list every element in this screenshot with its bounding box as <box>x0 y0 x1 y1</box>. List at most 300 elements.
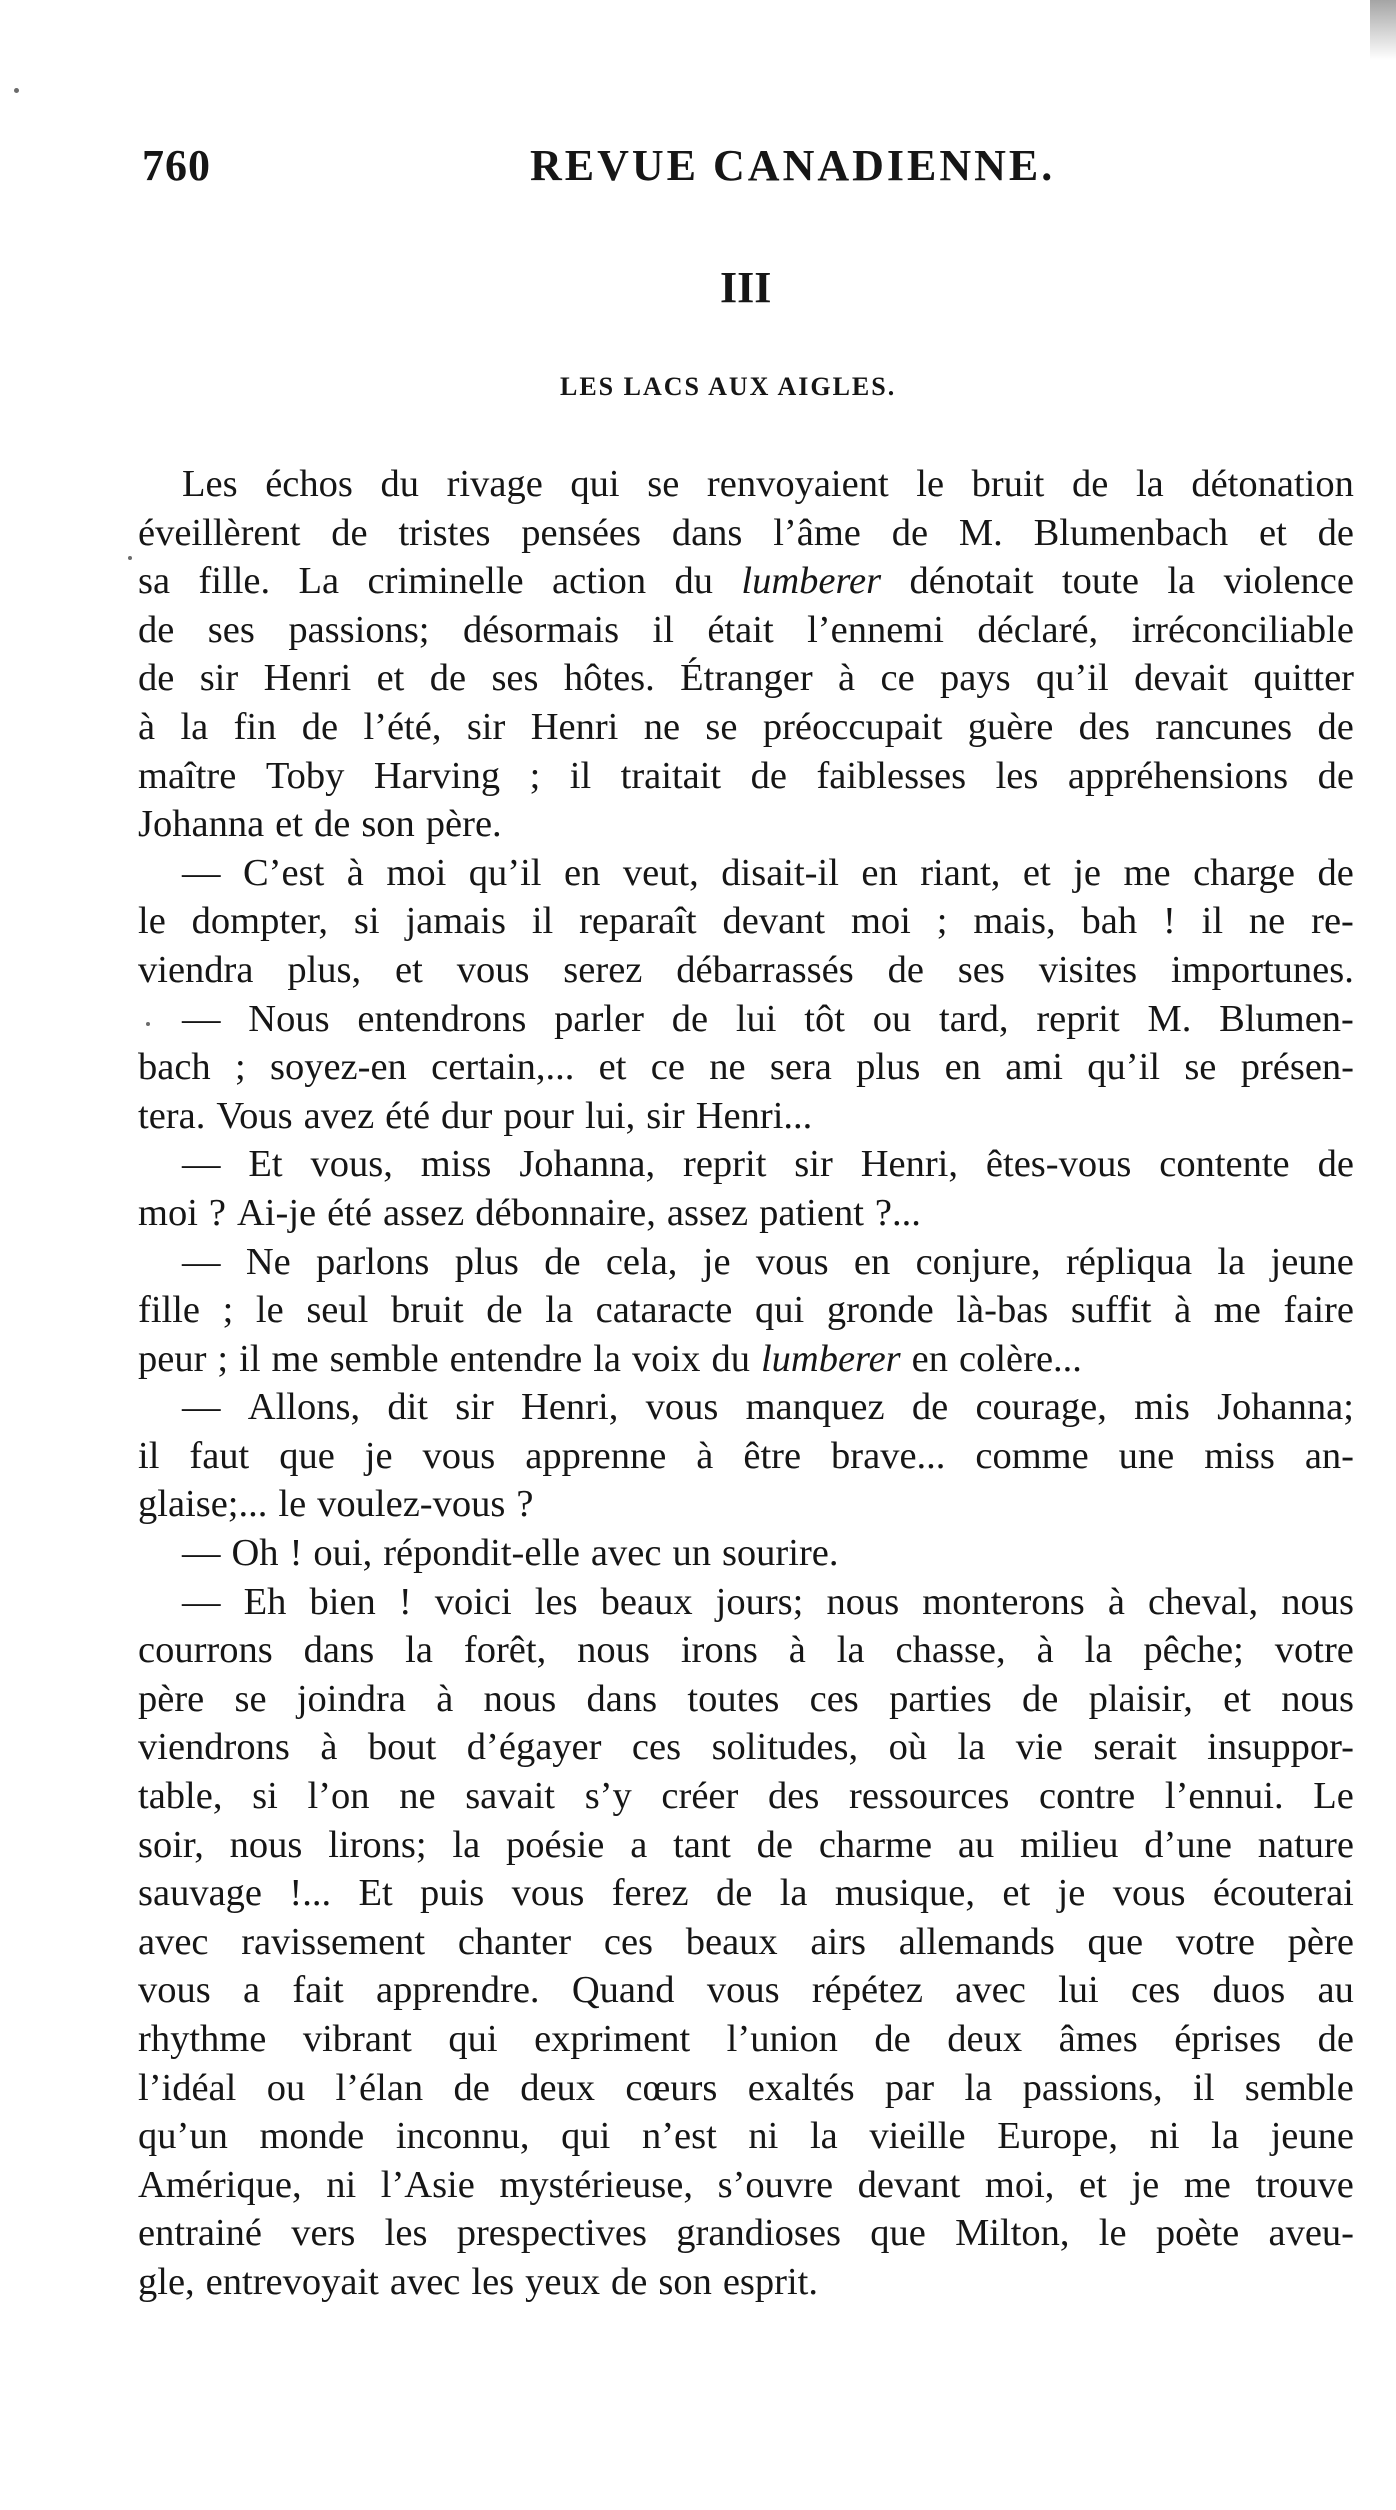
word: criminelle <box>367 560 524 603</box>
word: que <box>279 1434 335 1477</box>
word: et <box>395 948 423 991</box>
word: répétez <box>811 1969 923 2012</box>
word: ni <box>748 2115 779 2158</box>
text-line <box>138 2015 1354 2064</box>
word: les <box>995 754 1039 797</box>
word: des <box>1078 705 1130 748</box>
word: grandioses <box>676 2212 841 2255</box>
word: an- <box>1304 1434 1354 1477</box>
word: rhythme <box>138 2018 267 2060</box>
word: savait <box>465 1775 556 1818</box>
word: qu’un <box>138 2115 228 2158</box>
word: et <box>1022 851 1051 894</box>
text-line <box>138 946 1354 995</box>
word: devant <box>722 900 826 943</box>
word: la <box>957 1726 986 1769</box>
word: beaux <box>600 1580 693 1623</box>
word: il <box>569 754 592 797</box>
word: oui, <box>313 1532 373 1575</box>
word: ou <box>872 997 912 1040</box>
word: miss <box>1204 1434 1275 1477</box>
word: la <box>1084 1629 1113 1672</box>
word: violence <box>1223 560 1354 603</box>
word: me <box>1183 2163 1231 2206</box>
word: à <box>1036 1629 1054 1672</box>
word: de <box>891 511 929 554</box>
word: a <box>630 1823 648 1866</box>
word: l’Asie <box>380 2163 475 2206</box>
word: quitter <box>1253 657 1354 700</box>
word: serait <box>1093 1726 1177 1769</box>
word: — <box>182 1532 221 1575</box>
word: de <box>1071 463 1109 505</box>
word: plus, <box>287 948 362 991</box>
word: à <box>138 705 156 748</box>
text-line <box>138 1383 1354 1432</box>
word: l’ennemi <box>807 608 944 651</box>
word: du <box>380 463 419 505</box>
word: la <box>964 2066 993 2109</box>
text-line <box>138 1189 1354 1238</box>
word: de <box>874 2018 911 2060</box>
word: la <box>593 1337 621 1380</box>
word: nature <box>1257 1823 1354 1866</box>
text-line <box>138 1772 1354 1821</box>
word: re- <box>1311 900 1354 943</box>
word: a <box>243 1969 261 2012</box>
word: un <box>672 1532 711 1575</box>
word: il <box>138 1434 160 1477</box>
word: ces <box>603 1920 654 1963</box>
word: moi <box>386 851 447 894</box>
word: manquez <box>745 1386 885 1429</box>
word: ses <box>207 608 255 651</box>
word: de <box>1317 2018 1354 2060</box>
word: disait-il <box>721 851 839 894</box>
text-line <box>138 1918 1354 1967</box>
word: ! <box>398 1580 412 1623</box>
text-line <box>138 1140 1354 1189</box>
word: de <box>1317 511 1354 554</box>
word: le <box>255 1289 284 1332</box>
word: la <box>180 705 209 748</box>
word: solitudes, <box>711 1726 859 1769</box>
word: éprises <box>1174 2018 1282 2060</box>
word: être <box>743 1434 802 1477</box>
word: en <box>861 851 898 894</box>
word: mais, <box>973 900 1056 943</box>
word: en <box>564 851 601 894</box>
word: milieu <box>1020 1823 1119 1866</box>
word: son <box>658 2260 712 2303</box>
word: fait <box>292 1969 344 2012</box>
word: peur <box>138 1337 207 1380</box>
word: tristes <box>398 511 491 554</box>
word: certain,... <box>431 1046 575 1089</box>
word: trouve <box>1255 2163 1354 2206</box>
word: qui <box>570 463 620 505</box>
word: à <box>346 851 364 894</box>
word: à <box>788 1629 806 1672</box>
word: — <box>182 997 221 1040</box>
word: ses <box>957 948 1005 991</box>
word: de <box>756 1823 793 1866</box>
word: ; <box>222 1289 234 1332</box>
word: vibrant <box>302 2018 412 2060</box>
word: Et <box>248 1143 283 1186</box>
word: patient <box>759 1191 864 1234</box>
word: table, <box>138 1775 223 1818</box>
word: de <box>313 803 351 846</box>
word: reprit <box>1036 997 1120 1040</box>
word: en <box>853 1240 891 1283</box>
word: débarrassés <box>676 948 854 991</box>
chapter-number: III <box>720 263 772 312</box>
word: monde <box>259 2115 365 2158</box>
word: se <box>1184 1046 1217 1089</box>
word: conjure, <box>915 1240 1041 1283</box>
word: ne <box>643 705 681 748</box>
word: Henri <box>263 657 352 700</box>
word: allemands <box>898 1920 1055 1963</box>
word: votre <box>1274 1629 1354 1672</box>
word: miss <box>420 1143 492 1186</box>
word: mystérieuse, <box>499 2163 693 2206</box>
word: rivage <box>446 463 543 505</box>
word: père <box>138 1677 205 1720</box>
word: en <box>911 1337 948 1380</box>
word: toute <box>1061 560 1139 603</box>
text-line <box>138 1675 1354 1724</box>
word: forêt, <box>463 1629 547 1672</box>
word: ; <box>234 1046 246 1089</box>
word: Henri <box>530 705 619 748</box>
word: qu’il <box>468 851 542 894</box>
word: il <box>652 608 674 651</box>
word: bien <box>309 1580 376 1623</box>
text-line <box>138 1529 1354 1578</box>
word: ne <box>709 1046 746 1089</box>
word: glaise;... <box>138 1483 268 1526</box>
word: je <box>1131 2163 1160 2206</box>
word: jeune <box>1270 2115 1354 2158</box>
word: Henri... <box>695 1094 813 1137</box>
word: fille. <box>198 560 271 603</box>
word: la <box>779 1872 808 1915</box>
word: du <box>711 1337 750 1380</box>
word: été <box>385 1094 431 1137</box>
word: ces <box>631 1726 682 1769</box>
word: à <box>1174 1289 1192 1332</box>
word: ? <box>516 1483 534 1526</box>
chapter-title: LES LACS AUX AIGLES. <box>560 372 897 401</box>
word: dans <box>671 511 743 554</box>
word: père. <box>425 803 502 846</box>
word: se <box>705 705 738 748</box>
word: cela, <box>605 1240 678 1283</box>
word: de <box>1317 705 1354 748</box>
word: charge <box>1193 851 1295 894</box>
word: M. <box>1147 997 1192 1040</box>
word: reprit <box>683 1143 767 1186</box>
text-line <box>138 752 1354 801</box>
word: d’une <box>1144 1823 1232 1866</box>
text-line <box>138 1966 1354 2015</box>
text-line <box>138 2258 1354 2307</box>
word: plaisir, <box>1088 1677 1193 1720</box>
word: préoccupait <box>762 705 943 748</box>
word: entendre <box>449 1337 583 1380</box>
word: et <box>1079 2163 1107 2206</box>
word: jours; <box>715 1580 804 1623</box>
word: et <box>1223 1677 1251 1720</box>
print-speck <box>14 88 19 93</box>
word: renvoyaient <box>706 463 889 505</box>
word: avec <box>389 2260 461 2303</box>
word: au <box>1317 1969 1354 2012</box>
word: la <box>405 1629 433 1672</box>
word: hôtes. <box>563 657 655 700</box>
word: à <box>1107 1580 1125 1623</box>
word: voix <box>631 1337 701 1380</box>
word: Vous <box>216 1094 293 1137</box>
word: de <box>544 1240 581 1283</box>
word: de <box>611 2260 648 2303</box>
word: père <box>1287 1920 1354 1963</box>
word: nous <box>483 1677 557 1720</box>
word: ni <box>1149 2115 1180 2158</box>
word: des <box>768 1775 820 1818</box>
word: poète <box>1155 2212 1240 2255</box>
word: nous <box>826 1580 900 1623</box>
word: toutes <box>687 1677 780 1720</box>
word: l’élan <box>335 2066 424 2109</box>
word: deux <box>520 2066 596 2109</box>
running-head: REVUE CANADIENNE. <box>530 141 1056 190</box>
word: Henri, <box>521 1386 619 1429</box>
word: chasse, <box>895 1629 1006 1672</box>
word: lumberer <box>741 560 882 603</box>
word: courage, <box>975 1386 1107 1429</box>
word: vous <box>1112 1872 1186 1915</box>
word: répliqua <box>1065 1240 1193 1283</box>
word: ou <box>266 2066 306 2109</box>
word: Europe, <box>997 2115 1118 2158</box>
word: traitait <box>620 754 722 797</box>
word: que <box>870 2212 926 2255</box>
word: La <box>298 560 340 603</box>
word: soyez-en <box>269 1046 407 1089</box>
word: âmes <box>1058 2018 1138 2060</box>
word: l’on <box>307 1775 370 1818</box>
word: fin <box>233 705 277 748</box>
word: le <box>278 1483 307 1526</box>
word: créer <box>661 1775 739 1818</box>
word: sir <box>794 1143 833 1186</box>
word: la <box>545 1289 574 1332</box>
word: parlons <box>316 1240 430 1283</box>
word: comme <box>975 1434 1089 1477</box>
word: le <box>138 900 166 943</box>
word: courrons <box>138 1629 273 1672</box>
word: le <box>1098 2212 1127 2255</box>
word: parties <box>889 1677 992 1720</box>
word: devait <box>1134 657 1229 700</box>
word: de <box>1021 1677 1059 1720</box>
word: débonnaire, <box>475 1191 656 1234</box>
word: contente <box>1159 1143 1290 1186</box>
word: d’égayer <box>466 1726 602 1769</box>
word: il <box>531 900 554 943</box>
word: vous <box>511 1872 585 1915</box>
word: lumberer <box>760 1337 901 1380</box>
word: ses <box>491 657 539 700</box>
word: Quand <box>571 1969 675 2012</box>
word: entrainé <box>138 2212 262 2255</box>
word: nous <box>577 1629 650 1672</box>
word: poésie <box>506 1823 605 1866</box>
word: entrevoyait <box>205 2260 379 2303</box>
word: Blumen- <box>1219 997 1354 1040</box>
word: gle, <box>138 2260 195 2303</box>
word: se <box>647 463 680 505</box>
word: à <box>696 1434 714 1477</box>
word: irréconciliable <box>1131 608 1354 651</box>
word: de <box>138 657 175 700</box>
word: C’est <box>243 851 325 894</box>
word: êtes-vous <box>985 1143 1132 1186</box>
word: la <box>836 1629 865 1672</box>
text-line <box>138 1723 1354 1772</box>
word: s’y <box>584 1775 632 1818</box>
word: vie <box>1015 1726 1063 1769</box>
word: chanter <box>457 1920 572 1963</box>
text-line <box>138 1043 1354 1092</box>
text-line <box>138 509 1354 558</box>
word: de <box>750 754 787 797</box>
text-line <box>138 2112 1354 2161</box>
word: qu’il <box>1035 657 1109 700</box>
word: action <box>552 560 647 603</box>
word: Nous <box>248 997 330 1040</box>
word: la <box>809 2115 838 2158</box>
word: se <box>234 1677 267 1720</box>
word: le <box>916 463 945 505</box>
word: répondit-elle <box>383 1532 580 1575</box>
word: désormais <box>462 608 620 651</box>
text-line <box>138 1869 1354 1918</box>
word: bach <box>138 1046 211 1089</box>
word: Milton, <box>955 2212 1070 2255</box>
text-line <box>138 800 1354 849</box>
word: ni <box>326 2163 357 2206</box>
word: nous <box>1281 1677 1354 1720</box>
word: tant <box>673 1823 731 1866</box>
word: Et <box>358 1872 393 1915</box>
word: fille <box>138 1289 200 1332</box>
word: importunes. <box>1171 948 1354 991</box>
word: suffit <box>1070 1289 1152 1332</box>
word: airs <box>810 1920 866 1963</box>
word: il <box>1201 900 1224 943</box>
word: été <box>327 1191 372 1234</box>
word: faire <box>1283 1289 1354 1332</box>
word: appréhensions <box>1067 754 1289 797</box>
word: ne <box>399 1775 436 1818</box>
word: sauvage <box>138 1872 262 1915</box>
word: de <box>1317 754 1354 797</box>
word: qui <box>755 1289 805 1332</box>
word: détonation <box>1191 463 1354 505</box>
word: monterons <box>922 1580 1085 1623</box>
word: ami <box>1005 1046 1063 1089</box>
word: — <box>182 1580 221 1623</box>
word: M. <box>958 511 1003 554</box>
word: était <box>707 608 774 651</box>
word: Les <box>182 463 238 505</box>
word: Amérique, <box>138 2163 302 2206</box>
word: Eh <box>243 1580 287 1623</box>
word: une <box>1118 1434 1175 1477</box>
text-line <box>138 654 1354 703</box>
word: faut <box>189 1434 250 1477</box>
word: votre <box>1175 1920 1255 1963</box>
word: — <box>182 851 221 894</box>
word: nous <box>229 1823 303 1866</box>
word: faiblesses <box>816 754 967 797</box>
word: de <box>429 657 467 700</box>
word: cœurs <box>625 2066 718 2109</box>
word: ferez <box>611 1872 689 1915</box>
word: de <box>331 511 368 554</box>
word: bruit <box>390 1289 464 1332</box>
page-number: 760 <box>142 141 211 190</box>
word: assez <box>382 1191 465 1234</box>
word: tôt <box>804 997 845 1040</box>
word: ces <box>1131 1969 1181 2012</box>
word: ce <box>880 657 915 700</box>
word: vous <box>755 1240 829 1283</box>
word: rancunes <box>1155 705 1293 748</box>
word: cheval, <box>1148 1580 1259 1623</box>
page-edge-shadow <box>1370 0 1396 60</box>
text-line <box>138 1092 1354 1141</box>
word: pour <box>503 1094 574 1137</box>
text-line <box>138 2209 1354 2258</box>
word: Étranger <box>680 657 813 700</box>
word: colère... <box>959 1337 1082 1380</box>
word: deux <box>947 2018 1023 2060</box>
word: ne <box>1248 900 1286 943</box>
word: les <box>384 2212 428 2255</box>
word: où <box>888 1726 928 1769</box>
word: puis <box>420 1872 485 1915</box>
word: sir <box>199 657 239 700</box>
word: écouterai <box>1212 1872 1354 1915</box>
word: Johanna; <box>1217 1386 1354 1429</box>
word: charme <box>818 1823 933 1866</box>
word: apprendre. <box>376 1969 540 2012</box>
word: je <box>364 1434 393 1477</box>
word: yeux <box>525 2260 600 2303</box>
word: inconnu, <box>395 2115 530 2158</box>
word: pêche; <box>1143 1629 1244 1672</box>
word: lirons; <box>328 1823 427 1866</box>
word: dit <box>387 1386 428 1429</box>
word: la <box>1167 560 1196 603</box>
word: me <box>1123 851 1171 894</box>
word: maître <box>138 754 237 797</box>
